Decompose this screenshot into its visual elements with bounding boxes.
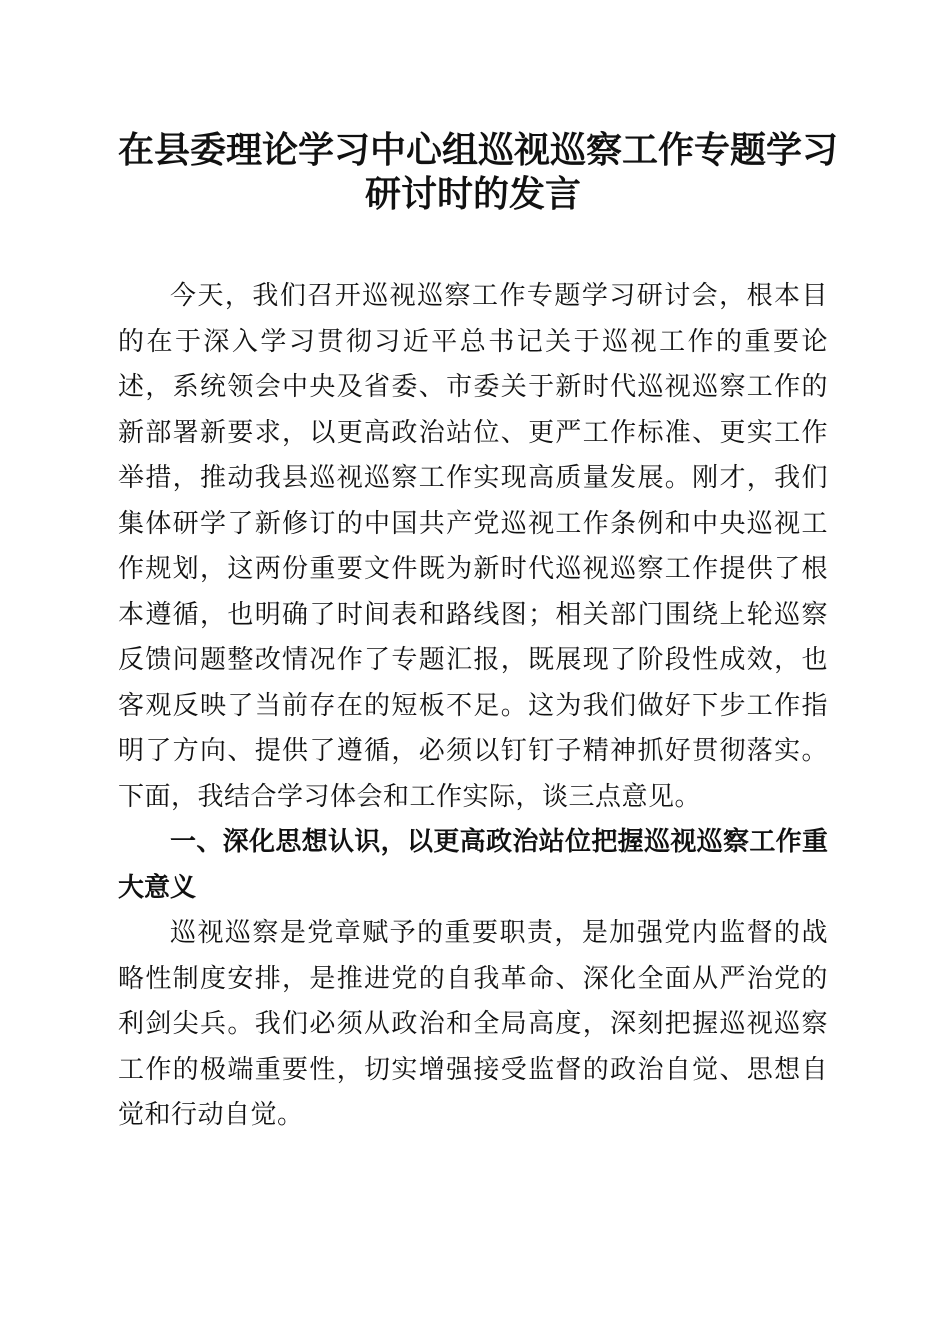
section-1-heading: 一、深化思想认识，以更高政治站位把握巡视巡察工作重大意义 [118, 827, 828, 903]
document-title-line-1: 在县委理论学习中心组巡视巡察工作专题学习 [118, 129, 839, 171]
intro-paragraph: 今天，我们召开巡视巡察工作专题学习研讨会，根本目的在于深入学习贯彻习近平总书记关于巡视工作的重要论述，系统领会中央及省委、市委关于新时代巡视巡察工作的新部署新要求，以更高政治站位、更严工作标准、更实工作举措，推动我县巡视巡察工作实现高质量发展。刚才，我们集体研学了新修订的中国共产党巡视工作条例和中央巡视工作规划，这两份重要文件既为新时代巡视巡察工作提供了根本遵循，也明确了时间表和路线图；相关部门围绕上轮巡察反馈问题整改情况作了专题汇报，既展现了阶段性成效，也客观反映了当前存在的短板不足。这为我们做好下步工作指明了方向、提供了遵循，必须以钉钉子精神抓好贯彻落实。下面，我结合学习体会和工作实际，谈三点意见。 [118, 281, 828, 812]
document-page [118, 128, 839, 1139]
document-title [118, 128, 839, 216]
document-title-line-2: 研讨时的发言 [364, 173, 581, 215]
section-1-paragraph: 巡视巡察是党章赋予的重要职责，是加强党内监督的战略性制度安排，是推进党的自我革命、深化全面从严治党的利剑尖兵。我们必须从政治和全局高度，深刻把握巡视巡察工作的极端重要性，切实增强接受监督的政治自觉、思想自觉和行动自觉。 [118, 918, 828, 1130]
